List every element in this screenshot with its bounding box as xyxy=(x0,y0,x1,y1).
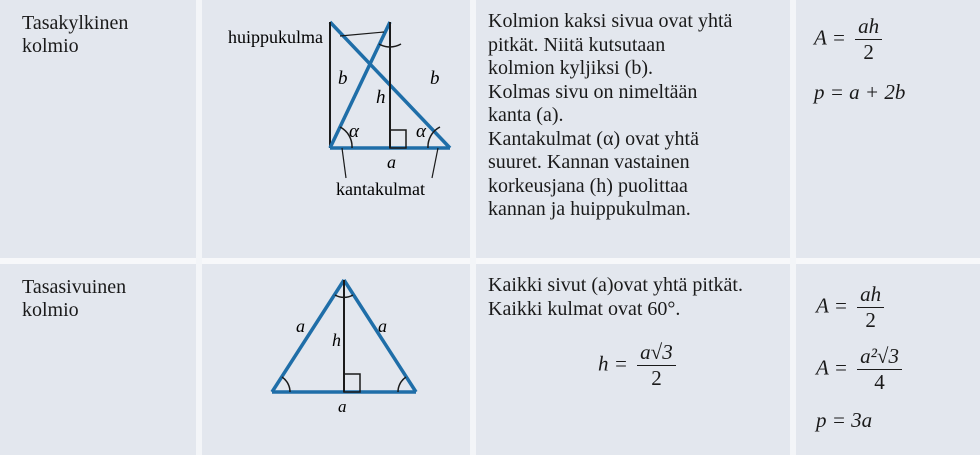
angle-label: α xyxy=(416,121,426,142)
area-formula xyxy=(816,282,884,333)
fraction-numerator: ah xyxy=(855,14,882,40)
name-line: Tasakylkinen xyxy=(22,12,129,34)
column-divider xyxy=(196,0,202,455)
column-divider xyxy=(790,0,796,455)
leader-line xyxy=(340,32,384,36)
description-line: suuret. Kannan vastainen xyxy=(488,151,690,173)
description-line: Kaikki sivut (a)ovat yhtä pitkät. xyxy=(488,274,743,296)
apex-label: huippukulma xyxy=(228,27,323,47)
perimeter-formula: p = a + 2b xyxy=(814,80,906,104)
description xyxy=(488,10,732,222)
angle-arc xyxy=(282,377,290,392)
description-line: pitkät. Niitä kutsutaan xyxy=(488,33,666,56)
description-line: kolmion kyljiksi (b). xyxy=(488,57,653,79)
fraction-numerator: a²√3 xyxy=(857,344,902,370)
side-label: a xyxy=(378,316,387,336)
description-line: Kolmion kaksi sivua ovat yhtä xyxy=(488,10,733,32)
side-label: a xyxy=(296,316,305,336)
leader-line xyxy=(432,148,438,178)
description-line: Kantakulmat (α) ovat yhtä xyxy=(488,127,699,150)
fraction-denominator: 2 xyxy=(651,366,662,390)
description-line: Kaikki kulmat ovat 60°. xyxy=(488,297,681,320)
base-label: a xyxy=(338,397,347,416)
fraction-numerator: a√3 xyxy=(637,340,676,366)
description-line: kanta (a). xyxy=(488,104,564,126)
height-label: h xyxy=(376,87,386,108)
fraction-numerator: ah xyxy=(857,282,884,308)
equilateral-figure xyxy=(260,266,430,426)
description-line: Kolmas sivu on nimeltään xyxy=(488,80,698,103)
fraction-denominator: 2 xyxy=(863,40,874,64)
description-line: korkeusjana (h) puolittaa xyxy=(488,174,688,197)
isosceles-figure xyxy=(210,0,460,255)
description-line: kannan ja huippukulman. xyxy=(488,198,691,220)
fraction-denominator: 2 xyxy=(865,308,876,332)
perimeter-formula: p = 3a xyxy=(816,408,873,432)
angle-arc xyxy=(398,377,406,392)
formula-lhs: A = xyxy=(816,293,848,318)
height-formula xyxy=(598,340,676,391)
description xyxy=(488,274,743,321)
triangle-side xyxy=(344,280,416,392)
formula-lhs: A = xyxy=(816,355,848,380)
area-formula-alt xyxy=(816,344,902,395)
fraction-denominator: 4 xyxy=(874,370,885,394)
fraction xyxy=(857,344,902,395)
triangle-name xyxy=(22,12,128,58)
name-line: kolmio xyxy=(22,35,79,57)
formula-lhs: h = xyxy=(598,351,628,376)
formula-lhs: A = xyxy=(814,25,846,50)
column-divider xyxy=(470,0,476,455)
fraction xyxy=(637,340,676,391)
fraction xyxy=(855,14,882,65)
area-formula xyxy=(814,14,882,65)
side-label: b xyxy=(338,68,348,89)
right-angle-mark xyxy=(344,374,360,392)
side-label: b xyxy=(430,68,440,89)
base-label: a xyxy=(387,152,396,172)
fraction xyxy=(857,282,884,333)
base-angles-label: kantakulmat xyxy=(336,179,425,199)
angle-label: α xyxy=(349,121,359,142)
triangle-name xyxy=(22,276,126,322)
name-line: Tasasivuinen xyxy=(22,276,127,298)
height-label: h xyxy=(332,330,341,350)
name-line: kolmio xyxy=(22,299,79,321)
right-angle-mark xyxy=(390,130,406,148)
leader-line xyxy=(342,148,346,178)
